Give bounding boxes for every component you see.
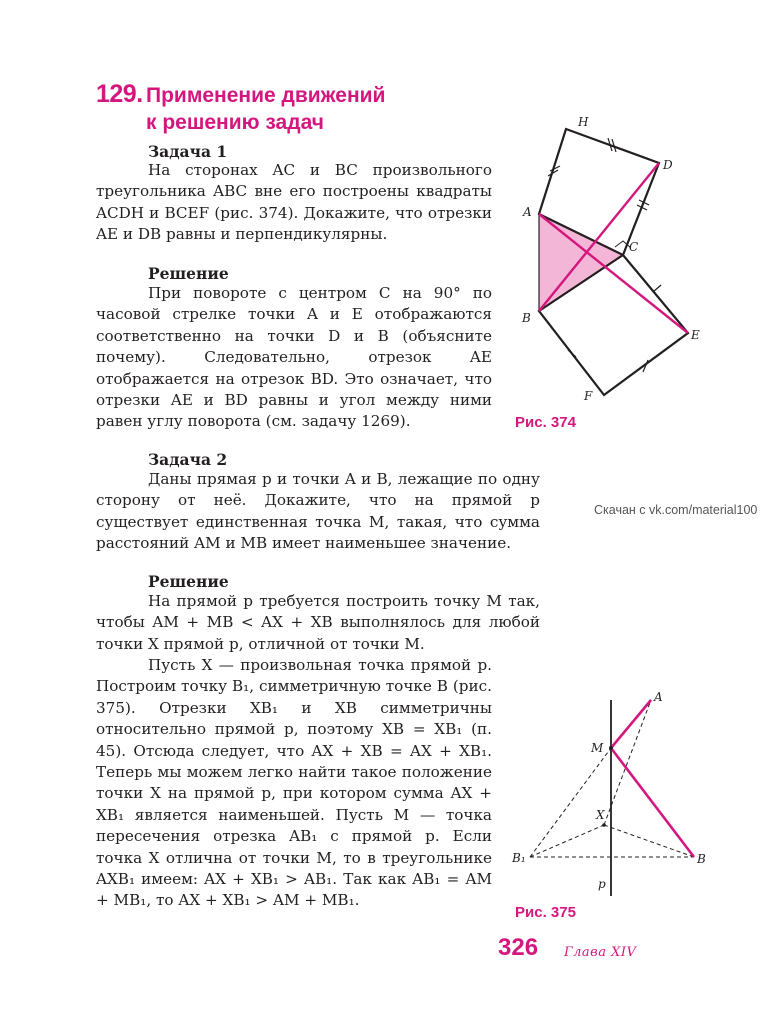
- section-title-line2: к решению задач: [146, 111, 324, 134]
- watermark: Скачан с vk.com/material100: [594, 503, 758, 517]
- task1-solution-heading: Решение: [148, 264, 229, 283]
- section-title: [146, 82, 385, 136]
- figure-375: [505, 688, 720, 900]
- label-e: E: [691, 328, 700, 342]
- task1-heading: Задача 1: [148, 142, 228, 161]
- task1-solution: При повороте с центром C на 90° по часовой стрелке точки A и E отображаются соответственно на точки D и B (объясните почему). Следовательно, отрезок AE отображается на отрезок BD. Это означает, что отрезки AE и BD равны и угол между ними равен углу поворота (см. задачу 1269).: [96, 284, 492, 431]
- figure-374: [505, 110, 720, 410]
- label-d: D: [663, 158, 673, 172]
- section-number: 129.: [96, 80, 143, 108]
- label-x375: X: [596, 808, 605, 822]
- segment-am: [611, 700, 651, 748]
- chapter-label: Глава XIV: [564, 945, 637, 960]
- label-p375: p: [598, 877, 606, 891]
- label-a: A: [523, 205, 532, 219]
- task2-statement: Даны прямая p и точки A и B, лежащие по одну сторону от неё. Докажите, что на прямой p существует единственная точка M, такая, что сумма расстояний AM и MB имеет наименьшее значение.: [96, 470, 540, 553]
- point-x: [602, 823, 606, 827]
- segment-mb: [611, 748, 694, 857]
- task2-solution-heading: Решение: [148, 572, 229, 591]
- label-c: C: [629, 240, 639, 254]
- label-f: F: [584, 389, 593, 403]
- point-m: [609, 746, 613, 750]
- task2-solution-p1: На прямой p требуется построить точку M так, чтобы AM + MB < AX + XB выполнялось для любой точки X прямой p, отличной от точки M.: [96, 592, 540, 653]
- task2-heading: Задача 2: [148, 450, 228, 469]
- dashed-lines: [530, 700, 694, 857]
- task2-solution-p2: Пусть X — произвольная точка прямой p. Построим точку B₁, симметричную точке B (рис. 375). Отрезки XB₁ и XB симметричны относительно прямой p, поэтому XB = XB₁ (п. 45). Отсюда следует, что AX + XB = AX + XB₁. Теперь мы можем легко найти такое положение точки X на прямой p, при котором сумма AX + XB₁ является наименьшей. Пусть M — точка пересечения отрезка AB₁ с прямой p. Если точка X отлична от точки M, то в треугольнике AXB₁ имеем: AX + XB₁ > AB₁. Так как AB₁ = AM + MB₁, то AX + XB₁ > AM + MB₁.: [96, 656, 492, 910]
- task1-statement: На сторонах AC и BC произвольного треугольника ABC вне его построены квадраты ACDH и BCEF (рис. 374). Докажите, что отрезки AE и DB равны и перпендикулярны.: [96, 161, 492, 244]
- label-b375: B: [697, 852, 706, 866]
- page-number: 326: [498, 934, 539, 961]
- label-m375: M: [591, 741, 604, 755]
- label-b1-375: B₁: [512, 851, 526, 865]
- label-b: B: [522, 311, 531, 325]
- section-title-line1: Применение движений: [146, 84, 386, 107]
- label-h: H: [578, 115, 589, 129]
- label-a375: A: [654, 690, 663, 704]
- figure-375-caption: Рис. 375: [515, 904, 576, 921]
- figure-374-caption: Рис. 374: [515, 414, 576, 431]
